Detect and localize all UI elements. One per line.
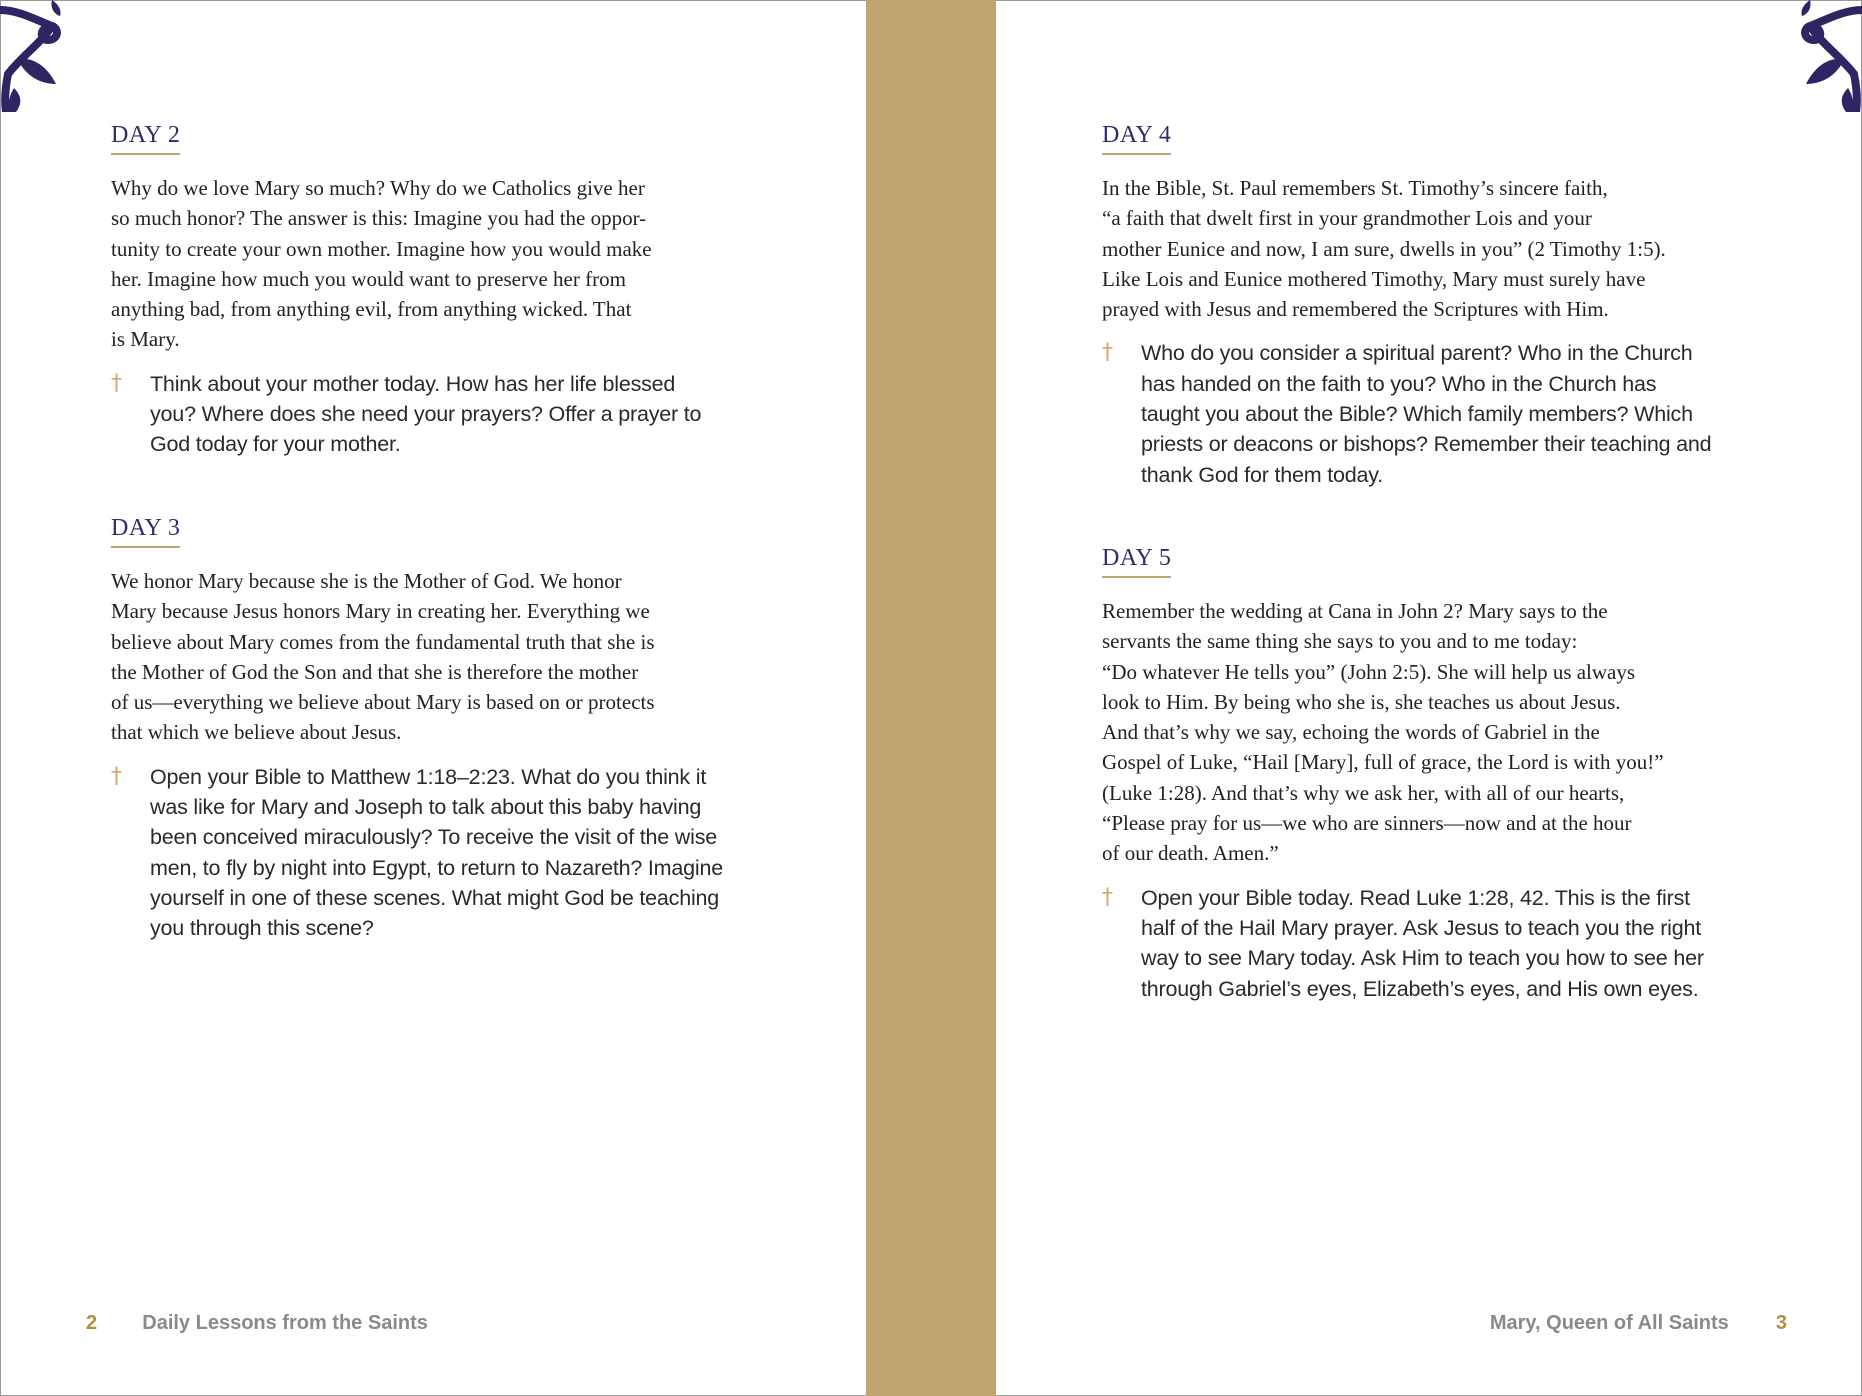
day-body-text: In the Bible, St. Paul remembers St. Timothy’s sincere faith, “a faith that dwelt first in your grandmother Lois and your mother Eunice and now, I am sure, dwells in you” (2 Timothy 1:5). Like Lois and Eunice mothered Timothy, Mary must surely have prayed with Jesus and remembered the Scriptures with Him. [1102, 176, 1666, 322]
reflection-prompt [1102, 338, 1802, 489]
cross-icon: † [111, 763, 122, 789]
day-4-section [1102, 122, 1802, 490]
left-page [0, 0, 866, 1396]
day-heading: DAY 2 [111, 122, 180, 155]
reflection-text: Open your Bible to Matthew 1:18–2:23. What do you think it was like for Mary and Joseph to talk about this baby having been conceived miraculously? To receive the visit of the wise men, to fly by night into Egypt, to return to Nazareth? Imagine yourself in one of these scenes. What might God be teaching you through this scene? [150, 764, 723, 941]
reflection-text: Think about your mother today. How has her life blessed you? Where does she need your prayers? Offer a prayer to God today for your mother. [150, 371, 702, 457]
page-number: 2 [86, 1312, 98, 1334]
day-heading: DAY 4 [1102, 122, 1171, 155]
book-gutter [866, 0, 996, 1396]
running-title: Daily Lessons from the Saints [142, 1312, 428, 1334]
day-5-section [1102, 545, 1802, 1004]
day-body-text: We honor Mary because she is the Mother of God. We honor Mary because Jesus honors Mary in creating her. Everything we believe about Mary comes from the fundamental truth that she is the Mother of God the Son and that she is therefore the mother of us—everything we believe about Mary is based on or protects that which we believe about Jesus. [111, 569, 655, 745]
cross-icon: † [1102, 884, 1113, 910]
reflection-text: Who do you consider a spiritual parent? Who in the Church has handed on the faith to you? Who in the Church has taught you about the Bible? Which family members? Which priests or deacons or bishops? Remember their teaching and thank God for them today. [1141, 341, 1712, 487]
day-heading: DAY 5 [1102, 545, 1171, 578]
reflection-prompt [1102, 883, 1802, 1004]
right-page [996, 0, 1862, 1396]
vine-ornament-icon [1762, 0, 1862, 112]
reflection-prompt [111, 369, 771, 460]
reflection-prompt [111, 762, 791, 944]
page-number: 3 [1775, 1312, 1787, 1334]
day-3-section [111, 515, 791, 944]
day-heading: DAY 3 [111, 515, 180, 548]
cross-icon: † [1102, 340, 1113, 366]
reflection-text: Open your Bible today. Read Luke 1:28, 42. This is the first half of the Hail Mary prayer. Ask Jesus to teach you the right way to see Mary today. Ask Him to teach you how to see her through Gabriel’s eyes, Elizabeth’s eyes, and His own eyes. [1141, 885, 1704, 1001]
cross-icon: † [111, 370, 122, 396]
running-title: Mary, Queen of All Saints [1489, 1312, 1729, 1334]
day-body-text: Why do we love Mary so much? Why do we Catholics give her so much honor? The answer is this: Imagine you had the oppor- tunity to create your own mother. Imagine how you would make her. Imagine how much you would want to preserve her from anything bad, from anything evil, from anything wicked. That is Mary. [111, 176, 652, 352]
vine-ornament-icon [0, 0, 100, 112]
page-footer [1490, 1312, 1787, 1335]
page-footer [86, 1312, 428, 1335]
day-body-text: Remember the wedding at Cana in John 2? Mary says to the servants the same thing she says to you and to me today: “Do whatever He tells you” (John 2:5). She will help us always look to Him. By being who she is, she teaches us about Jesus. And that’s why we say, echoing the words of Gabriel in the Gospel of Luke, “Hail [Mary], full of grace, the Lord is with you!” (Luke 1:28). And that’s why we ask her, with all of our hearts, “Please pray for us—we who are sinners—now and at the hour of our death. Amen.” [1102, 599, 1664, 866]
day-2-section [111, 122, 771, 460]
